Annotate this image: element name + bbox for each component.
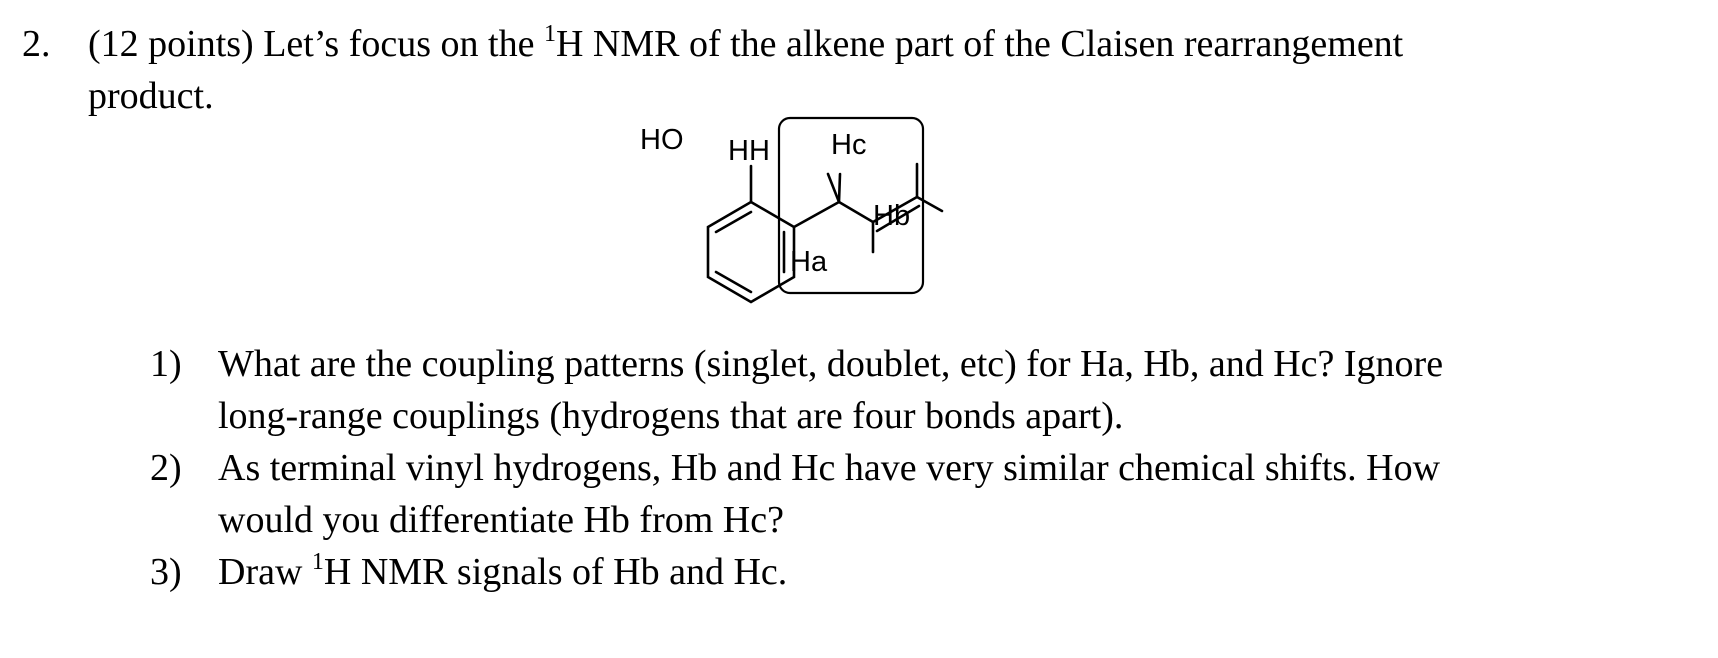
subquestion-text: What are the coupling patterns (singlet, doublet, etc) for Ha, Hb, and Hc? Ignore: [218, 343, 1444, 385]
question-text-continuation: product.: [88, 75, 214, 117]
subquestion-text: [218, 546, 1678, 598]
label-ho: HO: [640, 124, 684, 156]
subquestion-number: 3): [150, 551, 182, 593]
question-number: 2.: [22, 23, 51, 65]
superscript-one: 1: [543, 21, 556, 47]
label-ha: Ha: [790, 246, 828, 278]
ch2-cha-bond: [839, 202, 873, 222]
subquestion-list: [150, 338, 1678, 598]
subquestion-text: As terminal vinyl hydrogens, Hb and Hc have very similar chemical shifts. How: [218, 447, 1441, 489]
question-points: (12 points): [88, 23, 254, 65]
ring-ch2-bond: [794, 202, 839, 227]
ch2-h-bond: [828, 174, 839, 202]
label-hh: HH: [728, 135, 770, 167]
subquestion-number: 2): [150, 447, 182, 489]
aromatic-double-bond: [716, 272, 751, 292]
label-hb: Hb: [873, 200, 911, 232]
subquestion-text-before: Draw: [218, 551, 312, 593]
superscript-one: 1: [311, 549, 324, 575]
subquestion-2: [150, 442, 1678, 546]
subquestion-3: [150, 546, 1678, 598]
subquestion-text: long-range couplings (hydrogens that are four bonds apart).: [218, 395, 1124, 437]
subquestion-1: [150, 338, 1678, 442]
subquestion-text-after: H NMR signals of Hb and Hc.: [323, 551, 788, 593]
subquestion-number: 1): [150, 343, 182, 385]
subquestion-text: would you differentiate Hb from Hc?: [218, 499, 784, 541]
question-text-before: Let’s focus on the: [263, 23, 544, 65]
label-hc: Hc: [831, 129, 867, 161]
question-text-after: H NMR of the alkene part of the Claisen rearrangement: [555, 23, 1404, 65]
cb-hb-bond: [917, 197, 942, 211]
claisen-product-structure: [640, 124, 1050, 332]
ch2-h-bond: [839, 174, 840, 202]
question-header: [22, 18, 1403, 70]
aromatic-double-bond: [716, 212, 751, 232]
